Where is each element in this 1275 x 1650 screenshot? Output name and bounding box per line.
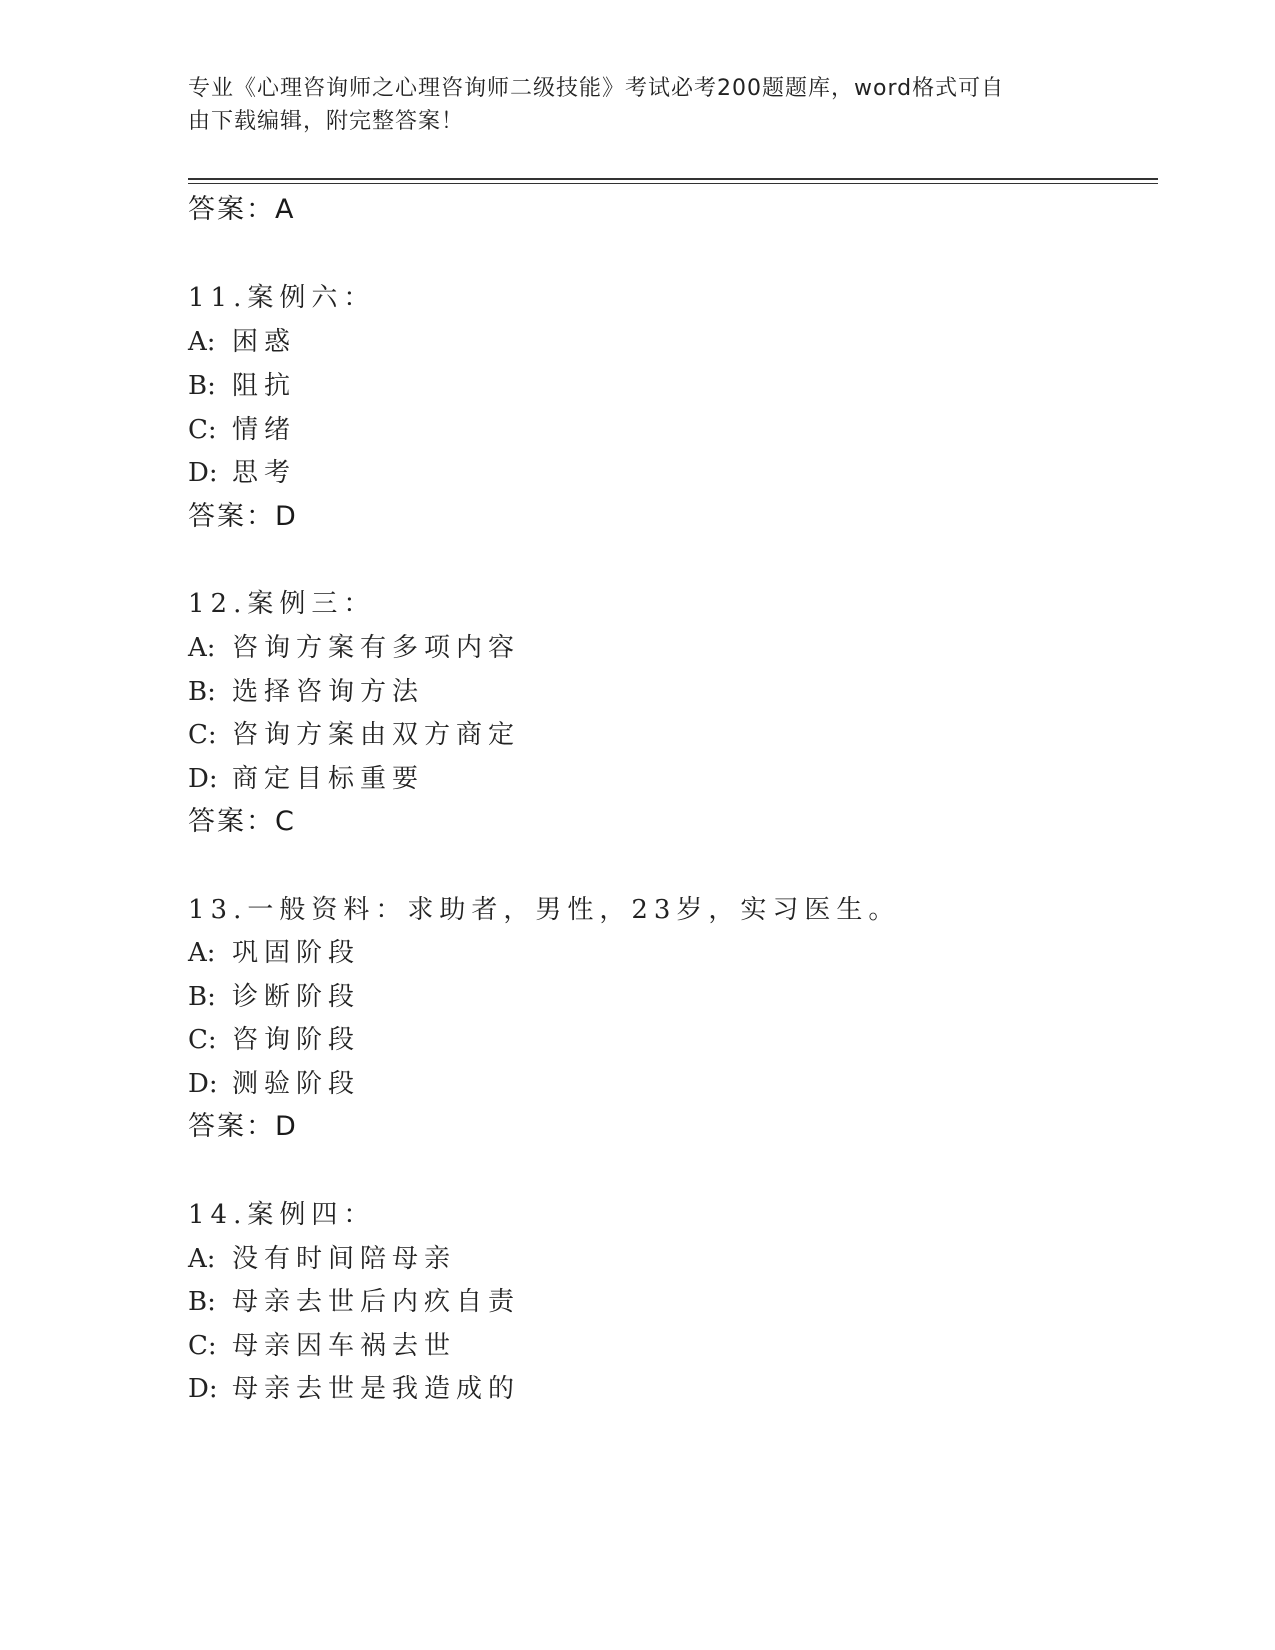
option-d [188, 456, 296, 490]
answer-line: 答案：D [188, 1111, 298, 1142]
option-letter: C: [188, 415, 217, 445]
option-letter: B: [188, 982, 216, 1012]
question-title: 13.一般资料：求助者，男性，23岁，实习医生。 [188, 895, 901, 925]
header-divider-thick [188, 178, 1158, 180]
option-b [188, 369, 296, 403]
option-text: 母亲去世后内疚自责 [232, 1287, 521, 1317]
option-d [188, 762, 424, 796]
answer-line: 答案：D [188, 501, 298, 532]
option-letter: A: [188, 938, 216, 968]
option-text: 母亲去世是我造成的 [232, 1374, 521, 1404]
document-header [188, 72, 1068, 138]
option-text: 母亲因车祸去世 [232, 1331, 457, 1361]
option-c [188, 413, 296, 447]
option-d [188, 1372, 520, 1406]
option-a [188, 1242, 456, 1276]
option-letter: D: [188, 764, 218, 794]
option-text: 思考 [232, 458, 297, 488]
option-text: 巩固阶段 [232, 938, 361, 968]
option-b [188, 1285, 520, 1319]
option-text: 困惑 [232, 327, 297, 357]
option-text: 咨询方案由双方商定 [232, 720, 521, 750]
option-text: 诊断阶段 [232, 982, 361, 1012]
option-c [188, 1329, 456, 1363]
option-text: 咨询方案有多项内容 [232, 633, 521, 663]
option-letter: B: [188, 371, 216, 401]
option-text: 选择咨询方法 [232, 677, 425, 707]
option-text: 咨询阶段 [232, 1025, 361, 1055]
option-letter: B: [188, 677, 216, 707]
option-letter: C: [188, 720, 217, 750]
option-a [188, 631, 520, 665]
option-letter: A: [188, 633, 216, 663]
option-text: 测验阶段 [232, 1069, 361, 1099]
option-letter: B: [188, 1287, 216, 1317]
answer-line: 答案：C [188, 806, 296, 837]
option-b [188, 980, 360, 1014]
option-a [188, 936, 360, 970]
option-text: 商定目标重要 [232, 764, 425, 794]
option-letter: C: [188, 1025, 217, 1055]
header-line-2: 由下载编辑，附完整答案！ [188, 109, 465, 134]
question-title: 14.案例四： [188, 1200, 376, 1230]
option-letter: D: [188, 458, 218, 488]
question-title: 11.案例六： [188, 283, 376, 313]
answer-line: 答案：A [188, 194, 296, 225]
option-a [188, 325, 296, 359]
option-letter: D: [188, 1069, 218, 1099]
option-letter: D: [188, 1374, 218, 1404]
option-d [188, 1067, 360, 1101]
option-c [188, 1023, 360, 1057]
option-letter: A: [188, 1244, 216, 1274]
option-text: 阻抗 [232, 371, 297, 401]
option-b [188, 675, 424, 709]
question-title: 12.案例三： [188, 589, 376, 619]
header-line-1: 专业《心理咨询师之心理咨询师二级技能》考试必考200题题库，word格式可自 [188, 76, 1005, 101]
header-divider-thin [188, 183, 1158, 184]
option-letter: A: [188, 327, 216, 357]
option-letter: C: [188, 1331, 217, 1361]
option-text: 情绪 [232, 415, 297, 445]
option-text: 没有时间陪母亲 [232, 1244, 457, 1274]
option-c [188, 718, 520, 752]
